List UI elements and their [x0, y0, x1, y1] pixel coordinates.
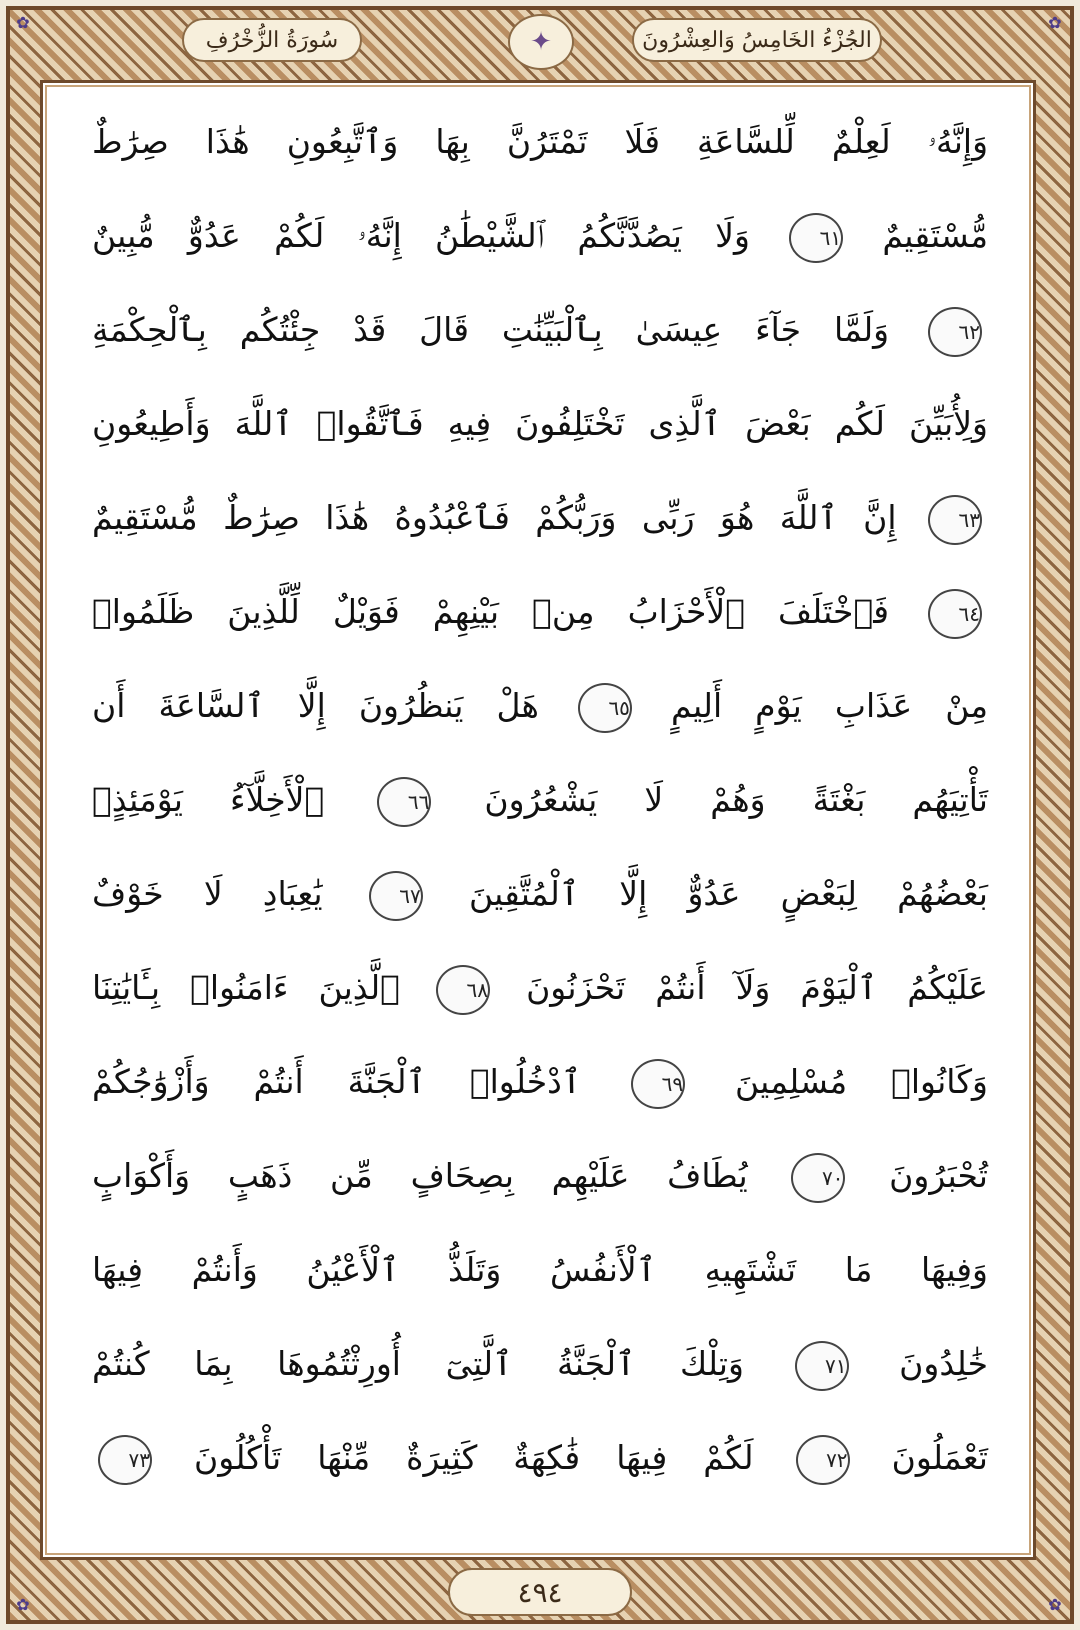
- ayah-number-marker: ٦٩: [631, 1059, 685, 1109]
- verse-text: تَأْتِيَهُم بَغْتَةً وَهُمْ لَا يَشْعُرُونَ: [484, 780, 988, 819]
- verse-text: يُطَافُ عَلَيْهِم بِصِحَافٍ مِّن ذَهَبٍ وَأَكْوَابٍ: [92, 1156, 748, 1195]
- verse-line: [92, 1052, 988, 1112]
- verse-line: [92, 864, 988, 924]
- header-medallion-icon: ✦: [508, 14, 574, 70]
- verse-text: وَإِنَّهُۥ لَعِلْمٌ لِّلسَّاعَةِ فَلَا تَمْتَرُنَّ بِهَا وَٱتَّبِعُونِ هَٰذَا صِرَٰطٌ: [92, 122, 988, 161]
- verse-text: وَكَانُوا۟ مُسْلِمِينَ: [735, 1062, 988, 1101]
- verse-line: [92, 206, 988, 266]
- verse-text: وَلَا يَصُدَّنَّكُمُ ٱلشَّيْطَٰنُ إِنَّهُۥ لَكُمْ عَدُوٌّ مُّبِينٌ: [92, 216, 750, 255]
- verse-text: يَٰعِبَادِ لَا خَوْفٌ: [92, 874, 323, 913]
- verse-text: فَٱخْتَلَفَ ٱلْأَحْزَابُ مِنۢ بَيْنِهِمْ فَوَيْلٌ لِّلَّذِينَ ظَلَمُوا۟: [92, 592, 890, 631]
- verse-line: [92, 958, 988, 1018]
- rosette-icon: ✿: [16, 13, 30, 32]
- ayah-number-marker: ٦٥: [578, 683, 632, 733]
- verse-line: [92, 770, 988, 830]
- ayah-number-marker: ٦٢: [928, 307, 982, 357]
- verse-text: مِنْ عَذَابِ يَوْمٍ أَلِيمٍ: [670, 686, 988, 725]
- verse-text: وَتِلْكَ ٱلْجَنَّةُ ٱلَّتِىٓ أُورِثْتُمُوهَا بِمَا كُنتُمْ: [92, 1344, 744, 1383]
- surah-name: سُورَةُ الزُّخْرُفِ: [205, 27, 339, 53]
- ayah-number-marker: ٦٣: [928, 495, 982, 545]
- verse-line: [92, 676, 988, 736]
- verse-text: هَلْ يَنظُرُونَ إِلَّا ٱلسَّاعَةَ أَن: [92, 686, 539, 725]
- page-number-badge: [448, 1568, 632, 1616]
- ayah-number-marker: ٧٣: [98, 1435, 152, 1485]
- page-number: ٤٩٤: [517, 1575, 563, 1609]
- rosette-icon: ✿: [1048, 1595, 1062, 1614]
- ayah-number-marker: ٦٨: [436, 965, 490, 1015]
- verse-text: ٱلَّذِينَ ءَامَنُوا۟ بِـَٔايَٰتِنَا: [92, 968, 400, 1007]
- verse-text: مُّسْتَقِيمٌ: [882, 216, 989, 255]
- ayah-number-marker: ٧٢: [796, 1435, 850, 1485]
- verse-text: تَعْمَلُونَ: [891, 1438, 988, 1477]
- ayah-number-marker: ٧١: [795, 1341, 849, 1391]
- verse-text: بَعْضُهُمْ لِبَعْضٍ عَدُوٌّ إِلَّا ٱلْمُتَّقِينَ: [468, 874, 988, 913]
- verse-text: عَلَيْكُمُ ٱلْيَوْمَ وَلَآ أَنتُمْ تَحْزَنُونَ: [526, 968, 988, 1007]
- verse-text: وَلِأُبَيِّنَ لَكُم بَعْضَ ٱلَّذِى تَخْتَلِفُونَ فِيهِ فَٱتَّقُوا۟ ٱللَّهَ وَأَطِيعُونِ: [92, 404, 988, 443]
- verse-text: إِنَّ ٱللَّهَ هُوَ رَبِّى وَرَبُّكُمْ فَٱعْبُدُوهُ هَٰذَا صِرَٰطٌ مُّسْتَقِيمٌ: [92, 498, 897, 537]
- ayah-number-marker: ٧٠: [791, 1153, 845, 1203]
- verse-line: [92, 394, 988, 454]
- surah-name-header: [182, 18, 362, 62]
- verse-line: [92, 488, 988, 548]
- ayah-number-marker: ٦١: [789, 213, 843, 263]
- rosette-icon: ✿: [1048, 13, 1062, 32]
- verse-line: [92, 112, 988, 172]
- ayah-number-marker: ٦٦: [377, 777, 431, 827]
- rosette-icon: ✿: [16, 1595, 30, 1614]
- juz-name: الجُزْءُ الخَامِسُ وَالعِشْرُونَ: [642, 27, 872, 53]
- verse-text: وَفِيهَا مَا تَشْتَهِيهِ ٱلْأَنفُسُ وَتَلَذُّ ٱلْأَعْيُنُ وَأَنتُمْ فِيهَا: [92, 1250, 988, 1289]
- verse-text: وَلَمَّا جَآءَ عِيسَىٰ بِٱلْبَيِّنَٰتِ قَالَ قَدْ جِئْتُكُم بِٱلْحِكْمَةِ: [92, 310, 890, 349]
- juz-name-header: [632, 18, 882, 62]
- verse-line: [92, 1428, 988, 1488]
- verse-text: لَكُمْ فِيهَا فَٰكِهَةٌ كَثِيرَةٌ مِّنْهَا تَأْكُلُونَ: [194, 1438, 754, 1477]
- verse-text: ٱدْخُلُوا۟ ٱلْجَنَّةَ أَنتُمْ وَأَزْوَٰجُكُمْ: [92, 1062, 582, 1101]
- ayah-number-marker: ٦٤: [928, 589, 982, 639]
- ayah-number-marker: ٦٧: [369, 871, 423, 921]
- verse-line: [92, 1240, 988, 1300]
- verse-text: ٱلْأَخِلَّآءُ يَوْمَئِذٍۭ: [92, 780, 325, 819]
- verse-line: [92, 1334, 988, 1394]
- verse-line: [92, 1146, 988, 1206]
- verse-text: تُحْبَرُونَ: [889, 1156, 988, 1195]
- verse-line: [92, 300, 988, 360]
- verse-line: [92, 582, 988, 642]
- verse-text: خَٰلِدُونَ: [899, 1344, 988, 1383]
